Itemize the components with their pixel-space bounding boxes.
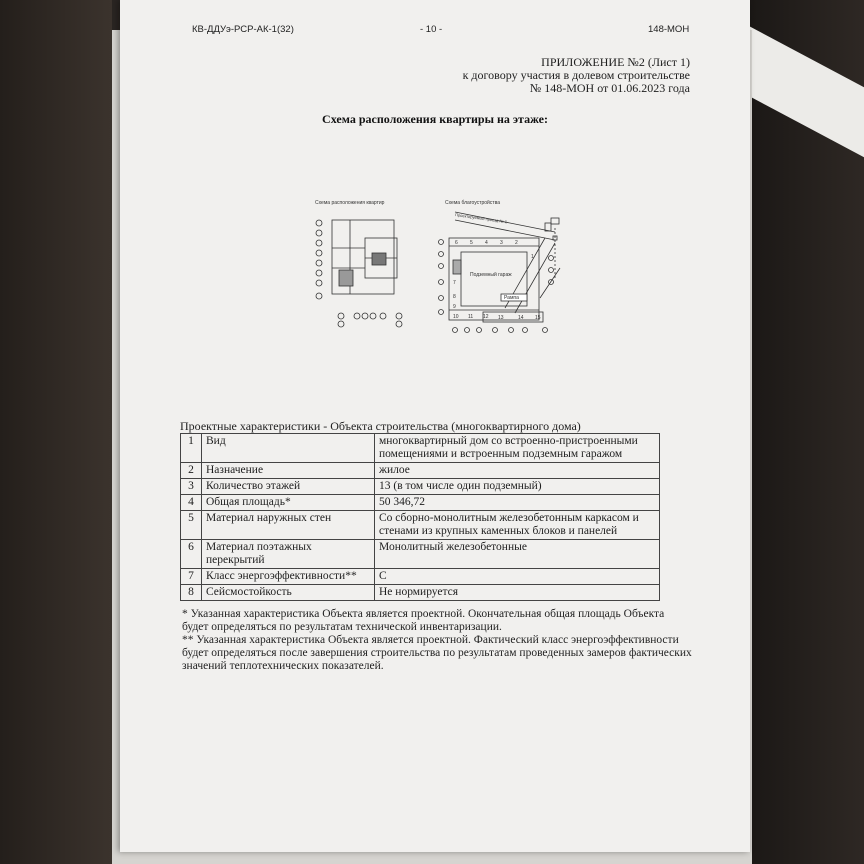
svg-text:11: 11 bbox=[468, 314, 474, 320]
row-key: Материал наружных стен bbox=[202, 511, 375, 540]
header-doc-code: КВ-ДДУэ-РСР-АК-1(32) bbox=[192, 24, 294, 35]
table-row bbox=[181, 434, 660, 463]
svg-text:2: 2 bbox=[515, 240, 518, 246]
svg-text:10: 10 bbox=[453, 314, 459, 320]
properties-table bbox=[180, 433, 660, 601]
appendix-title: ПРИЛОЖЕНИЕ №2 (Лист 1) bbox=[541, 55, 690, 69]
street-label: Проектируемый проезд № 1 bbox=[454, 212, 508, 225]
svg-text:14: 14 bbox=[518, 315, 524, 321]
header-contract-code: 148-МОН bbox=[648, 24, 690, 35]
svg-text:6: 6 bbox=[455, 240, 458, 246]
row-value: Монолитный железобетонные bbox=[375, 540, 660, 569]
right-scheme-title: Схема благоустройства bbox=[445, 200, 500, 206]
table-row bbox=[181, 463, 660, 479]
courtyard-label: Подземный гараж bbox=[470, 272, 512, 278]
row-value: Не нормируется bbox=[375, 585, 660, 601]
highlighted-apartment bbox=[339, 270, 353, 286]
row-value: многоквартирный дом со встроенно-пристроенными помещениями и встроенным подземным гаражом bbox=[375, 434, 660, 463]
row-value: Со сборно-монолитным железобетонным каркасом и стенами из крупных каменных блоков и панелей bbox=[375, 511, 660, 540]
row-value: 13 (в том числе один подземный) bbox=[375, 479, 660, 495]
document-page bbox=[120, 0, 750, 852]
row-number: 1 bbox=[181, 434, 202, 463]
svg-text:1: 1 bbox=[531, 254, 534, 260]
row-number: 6 bbox=[181, 540, 202, 569]
row-number: 3 bbox=[181, 479, 202, 495]
background-left bbox=[0, 0, 112, 864]
appendix-number-date: № 148-МОН от 01.06.2023 года bbox=[529, 81, 690, 95]
svg-text:12: 12 bbox=[483, 314, 489, 320]
svg-text:3: 3 bbox=[500, 240, 503, 246]
row-number: 5 bbox=[181, 511, 202, 540]
row-key: Класс энергоэффективности** bbox=[202, 569, 375, 585]
row-number: 8 bbox=[181, 585, 202, 601]
row-key: Общая площадь* bbox=[202, 495, 375, 511]
table-row bbox=[181, 585, 660, 601]
svg-text:15: 15 bbox=[535, 315, 541, 321]
row-key: Материал поэтажных перекрытий bbox=[202, 540, 375, 569]
row-value: 50 346,72 bbox=[375, 495, 660, 511]
ramp-label: Рампа bbox=[504, 295, 519, 301]
table-row bbox=[181, 495, 660, 511]
svg-text:13: 13 bbox=[498, 315, 504, 321]
table-row bbox=[181, 540, 660, 569]
footnotes bbox=[182, 608, 692, 673]
row-value: жилое bbox=[375, 463, 660, 479]
table-row bbox=[181, 569, 660, 585]
row-number: 7 bbox=[181, 569, 202, 585]
svg-text:5: 5 bbox=[470, 240, 473, 246]
row-key: Вид bbox=[202, 434, 375, 463]
svg-text:4: 4 bbox=[485, 240, 488, 246]
row-value: С bbox=[375, 569, 660, 585]
row-key: Сейсмостойкость bbox=[202, 585, 375, 601]
table-row bbox=[181, 479, 660, 495]
row-key: Назначение bbox=[202, 463, 375, 479]
section-row-bottom-right bbox=[483, 312, 543, 322]
building-sections bbox=[545, 218, 559, 240]
table-caption: Проектные характеристики - Объекта строительства (многоквартирного дома) bbox=[180, 419, 581, 433]
svg-text:9: 9 bbox=[453, 304, 456, 310]
left-scheme-title: Схема расположения квартир bbox=[315, 200, 385, 206]
footnote-area: * Указанная характеристика Объекта является проектной. Окончательная общая площадь Объекта будет определяться по результатам технической инвентаризации. bbox=[182, 608, 665, 633]
svg-text:8: 8 bbox=[453, 294, 456, 300]
courtyard-building bbox=[449, 238, 539, 320]
svg-text:7: 7 bbox=[453, 280, 456, 286]
appendix-block bbox=[463, 56, 690, 95]
footnote-energy-class: ** Указанная характеристика Объекта является проектной. Фактический класс энергоэффективности будет определяться после завершения строительства по результатам проведенных замеров фактических значений теплотехнических показателей. bbox=[182, 634, 692, 672]
header-page-number: - 10 - bbox=[420, 24, 443, 35]
floor-scheme-figure bbox=[305, 198, 575, 350]
row-number: 2 bbox=[181, 463, 202, 479]
appendix-contract: к договору участия в долевом строительстве bbox=[462, 68, 690, 82]
row-key: Количество этажей bbox=[202, 479, 375, 495]
left-axis-marks bbox=[316, 220, 402, 327]
table-row bbox=[181, 511, 660, 540]
row-number: 4 bbox=[181, 495, 202, 511]
page-title: Схема расположения квартиры на этаже: bbox=[322, 112, 548, 126]
